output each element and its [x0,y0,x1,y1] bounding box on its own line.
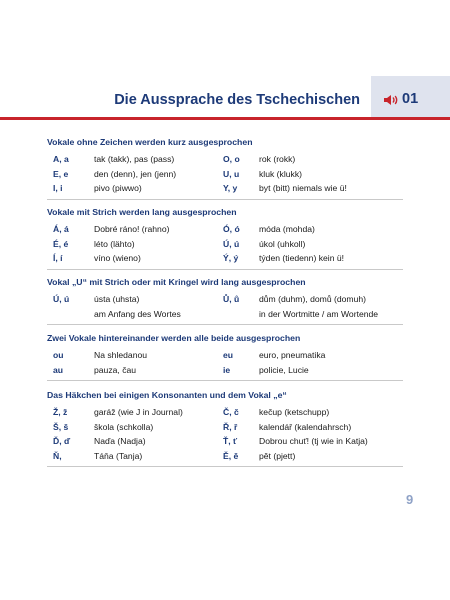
example-text: kluk (klukk) [259,168,302,179]
table-row [0,421,450,435]
letter-label: Ú, ú [53,294,70,304]
page-title: Die Aussprache des Tschechischen [114,92,360,108]
letter-label: ie [223,364,231,375]
page-header [0,76,450,121]
section-title: Vokale mit Strich werden lang ausgesprochen [47,207,237,217]
letter-label: Í, í [53,253,63,263]
table-row [0,349,450,363]
table-row [0,182,450,196]
table-row [0,238,450,252]
section-title: Das Häkchen bei einigen Konsonanten und dem Vokal „e“ [47,390,287,400]
table-row [0,223,450,237]
letter-label: Ú, ú [223,238,240,249]
letter-label: Ý, ý [223,253,239,263]
section-title: Vokal „U“ mit Strich oder mit Kringel wird lang ausgesprochen [47,277,306,287]
table-row [0,153,450,167]
letter-label: Ě, ě [223,450,239,461]
letter-label: ou [53,350,64,360]
section-divider [47,324,403,325]
letter-label: I, i [53,183,63,193]
example-text: úkol (uhkoll) [259,238,306,249]
example-text: móda (mohda) [259,224,315,234]
letter-label: É, é [53,238,69,249]
track-number: 01 [402,91,419,107]
letter-label: U, u [223,168,240,179]
letter-label: Ř, ř [223,421,238,432]
table-row [0,252,450,266]
example-text: policie, Lucie [259,364,309,375]
section-title: Vokale ohne Zeichen werden kurz ausgesprochen [47,137,253,147]
letter-label: Ž, ž [53,407,68,417]
letter-label: au [53,364,64,375]
table-row [0,308,450,322]
example-text: Naďa (Nadja) [94,436,146,446]
section-divider [47,199,403,200]
example-text: rok (rokk) [259,154,296,164]
example-text: Na shledanou [94,350,148,360]
letter-label: Ť, ť [223,436,238,446]
table-row [0,364,450,378]
letter-label: E, e [53,168,69,179]
example-text: den (denn), jen (jenn) [94,168,177,179]
example-text: léto (lähto) [94,238,135,249]
section-title: Zwei Vokale hintereinander werden alle beide ausgesprochen [47,333,301,343]
letter-label: Á, á [53,224,69,234]
table-row [0,406,450,420]
example-text: Dobré ráno! (rahno) [94,224,170,234]
letter-label: Š, š [53,421,69,432]
example-text: kečup (ketschupp) [259,407,330,417]
header-underline [0,117,450,120]
letter-label: eu [223,350,234,360]
example-text: am Anfang des Wortes [94,308,181,319]
example-text: pauza, čau [94,364,137,375]
example-text: pivo (piwwo) [94,183,142,193]
example-text: byt (bitt) niemals wie ü! [259,183,347,193]
letter-label: Ď, ď [53,436,71,446]
section-divider [47,269,403,270]
letter-label: Č, č [223,407,239,417]
table-row [0,293,450,307]
example-text: Táňa (Tanja) [94,450,143,461]
table-row [0,168,450,182]
example-text: týden (tiedenn) kein ü! [259,253,345,263]
table-row [0,450,450,464]
example-text: škola (schkolla) [94,421,154,432]
letter-label: Ň, [53,450,62,461]
example-text: kalendář (kalendahrsch) [259,421,352,432]
example-text: víno (wieno) [94,253,141,263]
example-text: in der Wortmitte / am Wortende [259,308,379,319]
page-number: 9 [406,492,414,507]
example-text: pět (pjett) [259,450,296,461]
letter-label: O, o [223,154,240,164]
example-text: euro, pneumatika [259,350,326,360]
example-text: Dobrou chuť! (tj wie in Katja) [259,436,368,446]
example-text: ústa (uhsta) [94,294,140,304]
example-text: garáž (wie J in Journal) [94,407,183,417]
letter-label: Ó, ó [223,224,240,234]
example-text: tak (takk), pas (pass) [94,154,175,164]
table-row [0,435,450,449]
letter-label: A, a [53,154,69,164]
example-text: dům (duhm), domů (domuh) [259,294,366,304]
section-divider [47,380,403,381]
speaker-icon[interactable] [384,94,400,106]
letter-label: Ů, ů [223,294,240,304]
section-divider [47,466,403,467]
letter-label: Y, y [223,183,238,193]
